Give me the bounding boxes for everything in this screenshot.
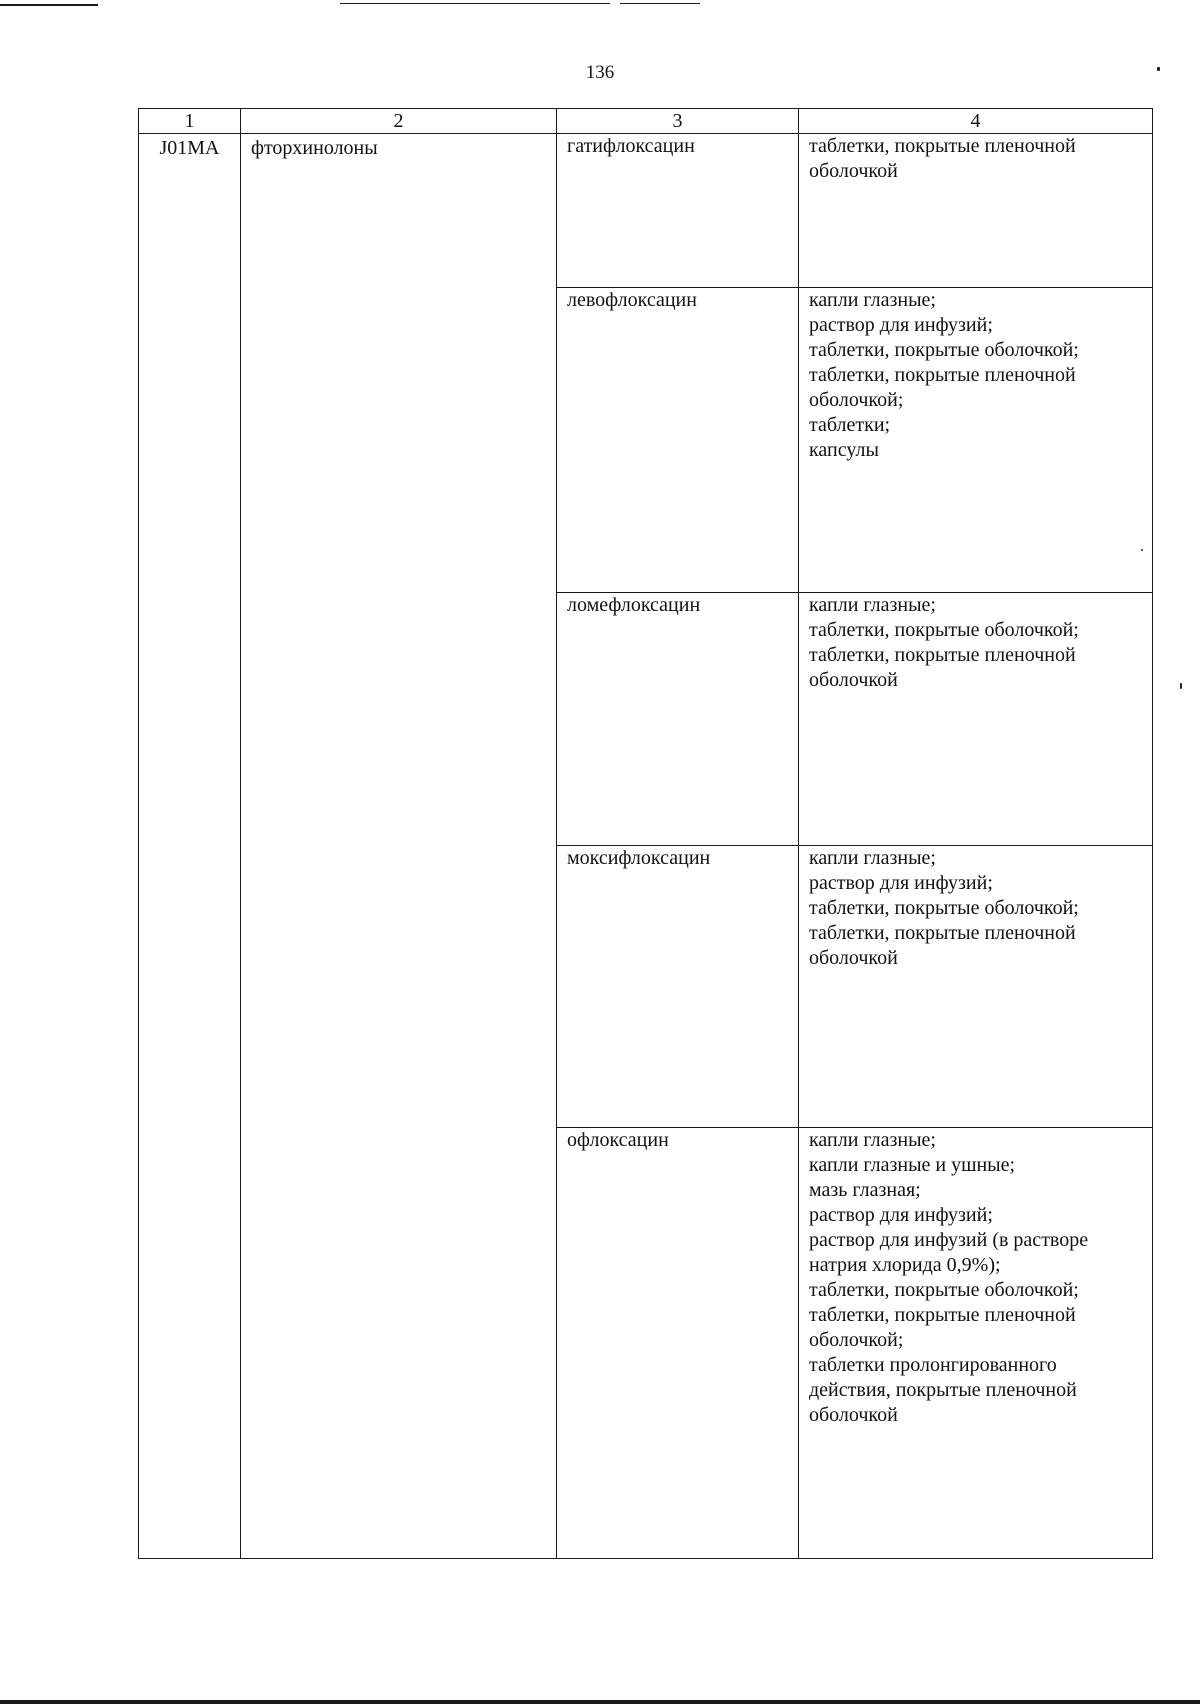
- dosage-form-line: капли глазные;: [809, 1129, 936, 1151]
- inn-cell: ломефлоксацин: [557, 593, 799, 846]
- column-header: 1: [139, 109, 241, 134]
- dosage-form-line: таблетки, покрытые оболочкой;: [809, 1279, 1079, 1301]
- table-header-row: [139, 109, 1153, 134]
- dosage-form-line: раствор для инфузий;: [809, 872, 993, 894]
- dosage-form-line: раствор для инфузий;: [809, 314, 993, 336]
- dosage-form-line: таблетки, покрытые пленочной: [809, 135, 1076, 157]
- scan-artifact-top-left: [0, 4, 98, 6]
- dosage-form-line: раствор для инфузий;: [809, 1204, 993, 1226]
- dosage-forms-cell: [799, 288, 1153, 593]
- dosage-form-line: таблетки, покрытые пленочной: [809, 364, 1076, 386]
- dosage-form-line: действия, покрытые пленочной: [809, 1379, 1077, 1401]
- scan-artifact-bottom: [0, 1700, 1200, 1704]
- dosage-form-line: раствор для инфузий (в растворе: [809, 1229, 1089, 1251]
- dosage-form-line: оболочкой;: [809, 1329, 904, 1351]
- table-row: [139, 134, 1153, 288]
- dosage-form-line: таблетки, покрытые пленочной: [809, 1304, 1076, 1326]
- dosage-forms-cell: [799, 846, 1153, 1128]
- pharmacological-group-cell: фторхинолоны: [241, 134, 557, 1559]
- dosage-form-line: капли глазные;: [809, 594, 936, 616]
- column-header: 4: [799, 109, 1153, 134]
- scan-artifact-top-mid2: [620, 3, 700, 4]
- dosage-form-line: таблетки, покрытые оболочкой;: [809, 339, 1079, 361]
- inn-cell: моксифлоксацин: [557, 846, 799, 1128]
- atc-code-cell: J01MA: [139, 134, 241, 1559]
- dosage-form-line: таблетки;: [809, 414, 891, 436]
- dosage-form-line: мазь глазная;: [809, 1179, 921, 1201]
- dosage-form-line: таблетки, покрытые оболочкой;: [809, 897, 1079, 919]
- dosage-form-line: таблетки, покрытые пленочной: [809, 644, 1076, 666]
- dosage-form-line: оболочкой: [809, 160, 898, 182]
- inn-cell: гатифлоксацин: [557, 134, 799, 288]
- dosage-form-line: капли глазные;: [809, 289, 936, 311]
- dosage-form-line: капли глазные;: [809, 847, 936, 869]
- dosage-form-line: оболочкой;: [809, 389, 904, 411]
- dosage-form-line: капсулы: [809, 439, 879, 461]
- inn-cell: левофлоксацин: [557, 288, 799, 593]
- dosage-forms-cell: [799, 1128, 1153, 1559]
- dosage-form-line: оболочкой: [809, 947, 898, 969]
- dosage-form-line: таблетки, покрытые оболочкой;: [809, 619, 1079, 641]
- dosage-form-line: таблетки пролонгированного: [809, 1354, 1057, 1376]
- dosage-form-line: натрия хлорида 0,9%);: [809, 1254, 1001, 1276]
- dosage-form-line: оболочкой: [809, 1404, 898, 1426]
- dosage-form-line: капли глазные и ушные;: [809, 1154, 1016, 1176]
- scan-speck: [1180, 683, 1182, 689]
- scan-artifact-top-mid: [340, 3, 610, 4]
- dosage-forms-cell: [799, 593, 1153, 846]
- dosage-form-line: таблетки, покрытые пленочной: [809, 922, 1076, 944]
- column-header: 3: [557, 109, 799, 134]
- medication-table: [138, 108, 1153, 1559]
- column-header: 2: [241, 109, 557, 134]
- dosage-form-line: оболочкой: [809, 669, 898, 691]
- page-number: 136: [585, 62, 615, 83]
- inn-cell: офлоксацин: [557, 1128, 799, 1559]
- dosage-forms-cell: [799, 134, 1153, 288]
